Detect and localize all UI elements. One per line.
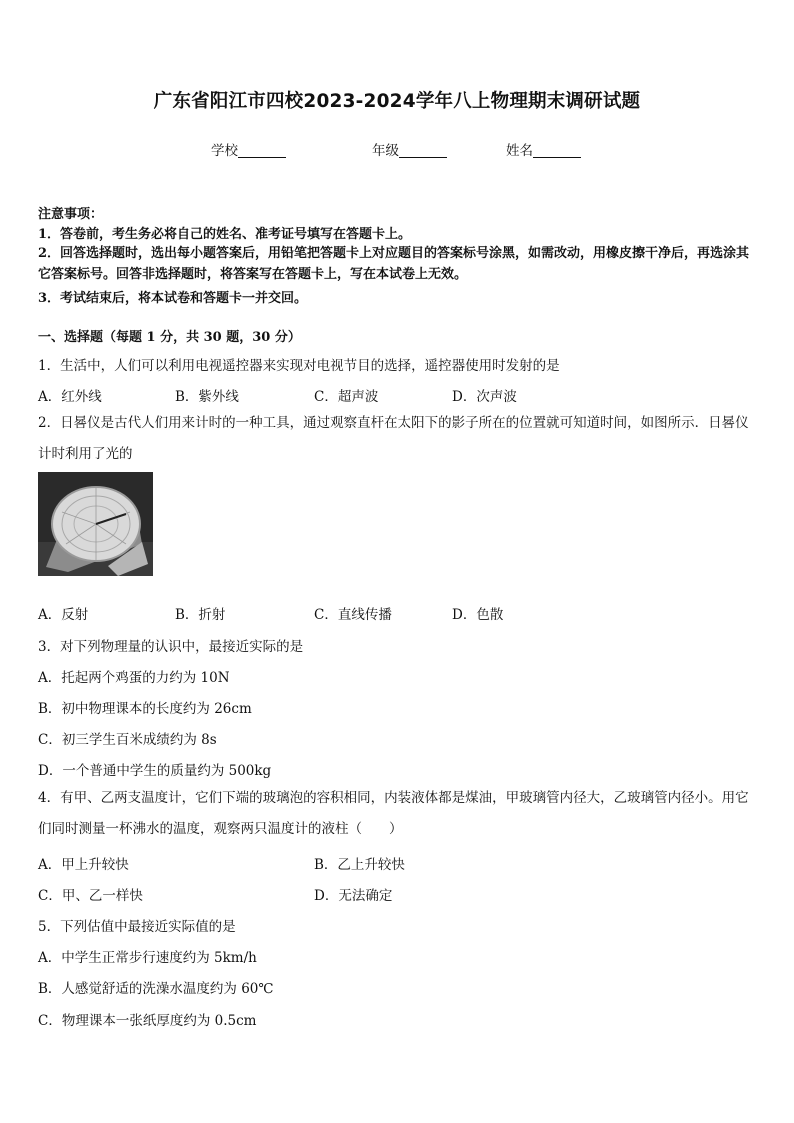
question-stem: 1．生活中，人们可以利用电视遥控器来实现对电视节目的选择，遥控器使用时发射的是 bbox=[38, 358, 560, 374]
question-stem: 4．有甲、乙两支温度计，它们下端的玻璃泡的容积相同，内装液体都是煤油，甲玻璃管内径大，乙玻璃管内径小。用它们同时测量一杯沸水的温度，观察两只温度计的液柱（ ） bbox=[38, 790, 749, 837]
option[interactable]: B．人感觉舒适的洗澡水温度约为 60℃ bbox=[38, 981, 274, 997]
option[interactable]: B．折射 bbox=[175, 607, 226, 623]
option[interactable]: C．初三学生百米成绩约为 8s bbox=[38, 732, 217, 748]
option[interactable]: A．中学生正常步行速度约为 5km/h bbox=[38, 950, 257, 966]
note-item: 2．回答选择题时，选出每小题答案后，用铅笔把答题卡上对应题目的答案标号涂黑，如需改动，用橡皮擦干净后，再选涂其它答案标号。回答非选择题时，将答案写在答题卡上，写在本试卷上无效。 bbox=[38, 246, 750, 282]
name-blank[interactable] bbox=[533, 143, 581, 158]
option[interactable]: A．红外线 bbox=[38, 389, 102, 405]
grade-blank[interactable] bbox=[399, 143, 447, 158]
note-item: 1．答卷前，考生务必将自己的姓名、准考证号填写在答题卡上。 bbox=[38, 227, 412, 242]
school-field[interactable] bbox=[211, 139, 286, 159]
option[interactable]: C．直线传播 bbox=[314, 607, 392, 623]
school-blank[interactable] bbox=[238, 143, 286, 158]
option[interactable]: D．色散 bbox=[452, 607, 504, 623]
question-stem: 5．下列估值中最接近实际值的是 bbox=[38, 919, 236, 935]
option[interactable]: B．紫外线 bbox=[175, 389, 239, 405]
option[interactable]: A．反射 bbox=[38, 607, 89, 623]
section-heading: 一、选择题（每题 1 分，共 30 题，30 分） bbox=[38, 330, 301, 345]
option[interactable]: C．物理课本一张纸厚度约为 0.5cm bbox=[38, 1013, 257, 1029]
question-stem: 3．对下列物理量的认识中，最接近实际的是 bbox=[38, 639, 304, 655]
option[interactable]: B．乙上升较快 bbox=[314, 857, 405, 873]
name-label: 姓名 bbox=[506, 143, 533, 159]
page-title: 广东省阳江市四校2023-2024学年八上物理期末调研试题 bbox=[153, 91, 641, 112]
option[interactable]: C．甲、乙一样快 bbox=[38, 888, 143, 904]
option[interactable]: D．次声波 bbox=[452, 389, 517, 405]
option[interactable]: A．甲上升较快 bbox=[38, 857, 129, 873]
note-item: 3．考试结束后，将本试卷和答题卡一并交回。 bbox=[38, 291, 308, 306]
sundial-image bbox=[38, 472, 153, 576]
option[interactable]: B．初中物理课本的长度约为 26cm bbox=[38, 701, 252, 717]
question-stem: 2．日晷仪是古代人们用来计时的一种工具，通过观察直杆在太阳下的影子所在的位置就可知道时间，如图所示．日晷仪计时利用了光的 bbox=[38, 415, 749, 462]
name-field[interactable] bbox=[506, 139, 581, 159]
option[interactable]: A．托起两个鸡蛋的力约为 10N bbox=[38, 670, 230, 686]
option[interactable]: D．无法确定 bbox=[314, 888, 393, 904]
grade-label: 年级 bbox=[372, 143, 399, 159]
option[interactable]: D．一个普通中学生的质量约为 500kg bbox=[38, 763, 272, 779]
option[interactable]: C．超声波 bbox=[314, 389, 379, 405]
school-label: 学校 bbox=[211, 143, 238, 159]
grade-field[interactable] bbox=[372, 139, 447, 159]
notes-heading: 注意事项： bbox=[38, 207, 104, 222]
